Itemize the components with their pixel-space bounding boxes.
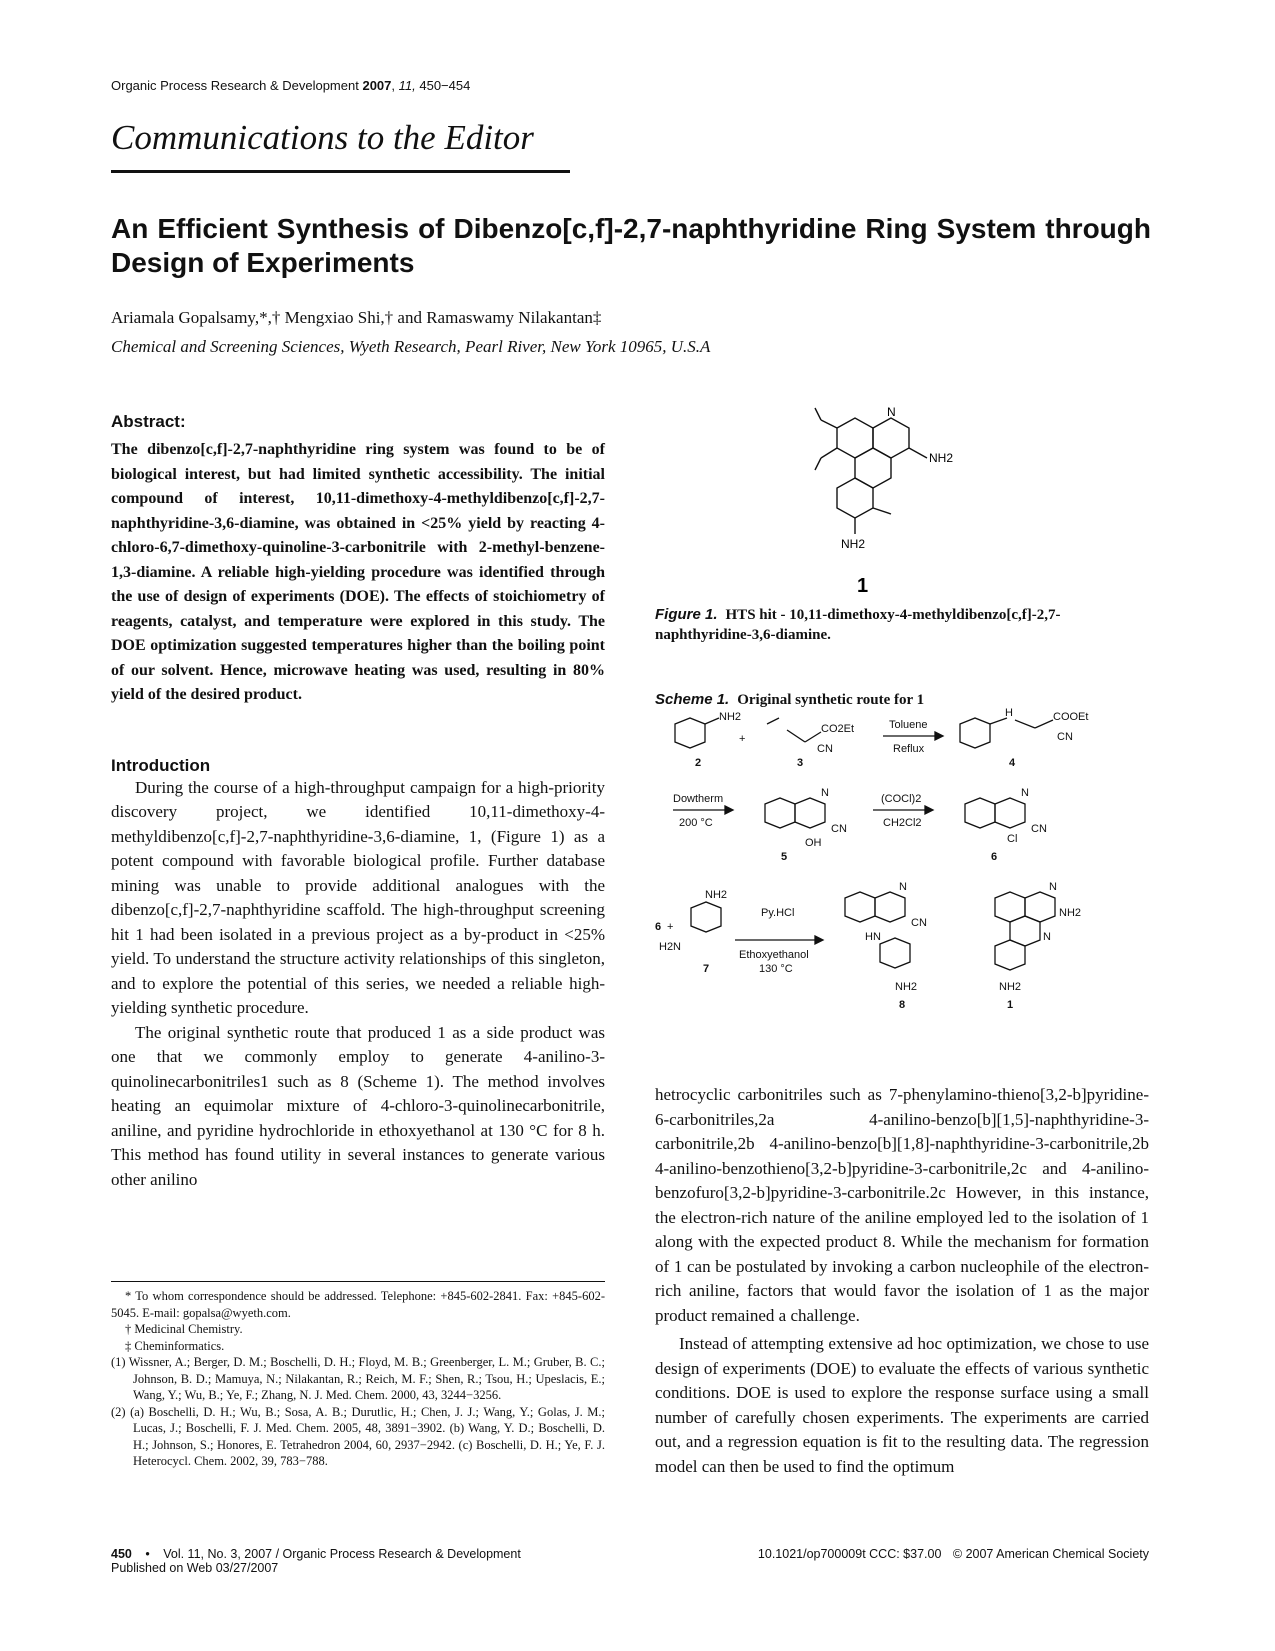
page-footer-right [758,1547,1149,1561]
intro-paragraph-1: During the course of a high-throughput campaign for a high-priority discovery project, we identified 10,11-dimethoxy-4-methyldibenzo[c,f]-2,7-naphthyridine-3,6-diamine, 1, (Figure 1) as a potent compound with favorable biological profile. Further database mining was unable to provide additional analogues with the dibenzo[c,f]-2,7-naphthyridine scaffold. The high-throughput screening hit 1 had been isolated in a previous project as a by-product in <25% yield. To understand the structure activity relationships of this singleton, and to explore the potential of this series, we needed a reliable high-yielding synthetic procedure. [111,777,605,1017]
svg-text:HN: HN [865,931,881,943]
svg-text:3: 3 [797,757,804,769]
introduction-heading: Introduction [111,755,211,775]
svg-text:+: + [739,733,746,745]
intro-paragraph-3: hetrocyclic carbonitriles such as 7-phenylamino-thieno[3,2-b]pyridine-6-carbonitriles,2a 4-anilino-benzo[b][1,5]-naphthyridine-3-carbonitrile,2b 4-anilino-benzo[b][1,8]-naphthyridine-3-carbonitrile,2b 4-anilino-benzothieno[3,2-b]pyridine-3-carbonitrile,2c and 4-anilino-benzofuro[3,2-b]pyridine-3-carbonitrile.2c However, in this instance, the electron-rich nature of the aniline employed led to the isolation of 1 along with the expected product 8. While the mechanism for formation of 1 can be postulated by invoking a carbon nucleophile of the electron-rich aniline, factors that would favor the isolation of 1 as the major product remained a challenge. [655,1085,1149,1325]
affiliation: Chemical and Screening Sciences, Wyeth Research, Pearl River, New York 10965, U.S.A [111,337,711,356]
reference-2[interactable]: (2) (a) Boschelli, D. H.; Wu, B.; Sosa, A. B.; Durutlic, H.; Chen, J. J.; Wang, Y.; Golas, J. M.; Lucas, J.; Boschelli, F. J. Med. Chem. 2005, 48, 3891−3902. (b) Wang, Y. D.; Boschelli, D. H.; Johnson, S.; Honores, E. Tetrahedron 2004, 60, 2937−2942. (c) Boschelli, D. H.; Ye, F. J. Heterocycl. Chem. 2002, 39, 783−788. [111,1404,605,1468]
svg-text:CN: CN [831,823,847,835]
svg-text:4: 4 [1009,757,1016,769]
svg-text:OH: OH [805,837,822,849]
svg-text:Cl: Cl [1007,833,1018,845]
svg-text:5: 5 [781,851,788,863]
issue-info: Vol. 11, No. 3, 2007 / Organic Process Research & Development [163,1547,521,1561]
figure-1-label: Figure 1. [655,606,718,623]
svg-text:6: 6 [991,851,998,863]
section-rule [111,170,570,173]
copyright: © 2007 American Chemical Society [952,1547,1149,1561]
abstract-text: The dibenzo[c,f]-2,7-naphthyridine ring system was found to be of biological interest, but had limited synthetic accessibility. The initial compound of interest, 10,11-dimethoxy-4-methyldibenzo[c,f]-2,7-naphthyridine-3,6-diamine, was obtained in <25% yield by reacting 4-chloro-6,7-dimethoxy-quinoline-3-carbonitrile with 2-methyl-benzene-1,3-diamine. A reliable high-yielding procedure was identified through the use of design of experiments (DOE). The effects of stoichiometry of reagents, catalyst, and temperature were explored in this study. The DOE optimization suggested temperatures higher than the boiling point of our solvent. Hence, microwave heating was used, resulting in 80% yield of the desired product. [111,441,605,703]
section-heading: Communications to the Editor [111,118,534,157]
step1-condition: Reflux [893,743,925,755]
svg-text:CN: CN [817,743,833,755]
right-column [655,1083,1149,1479]
svg-text:N: N [1049,881,1057,893]
ring-nitrogen-label: N [887,405,896,419]
figure-1 [655,400,1149,645]
intro-paragraph-4: Instead of attempting extensive ad hoc optimization, we chose to use design of experiments (DOE) to evaluate the effects of various synthetic conditions. DOE is used to explore the response surface using a small number of carefully chosen experiments. The experiments are carried out, and a regression equation is fit to the resulting data. The regression model can then be used to find the optimum [655,1334,1149,1476]
svg-text:NH2: NH2 [999,981,1022,993]
step4-condition-2: 130 °C [759,963,793,975]
article-title: An Efficient Synthesis of Dibenzo[c,f]-2,7-naphthyridine Ring System through Design of Experiments [111,213,1151,278]
svg-text:N: N [1021,787,1029,799]
amine-label-1: NH2 [929,451,954,465]
left-column [111,412,605,1192]
step4-reagent: Py.HCl [761,907,795,919]
svg-text:2: 2 [695,757,702,769]
svg-text:1: 1 [1007,999,1014,1011]
step2-condition: 200 °C [679,817,713,829]
svg-text:COOEt: COOEt [1053,711,1089,723]
footnotes [111,1281,605,1470]
footer-bullet: • [145,1547,150,1561]
svg-text:CO2Et: CO2Et [821,723,855,735]
footnote-correspondence: * To whom correspondence should be addressed. Telephone: +845-602-2841. Fax: +845-602-5045. E-mail: gopalsa@wyeth.com. [111,1289,605,1320]
page-footer-left [111,1547,521,1575]
svg-text:N: N [1043,931,1051,943]
svg-text:8: 8 [899,999,906,1011]
journal-year: 2007 [362,78,392,93]
svg-text:N: N [821,787,829,799]
abstract-heading: Abstract: [111,412,186,431]
journal-pages: 450−454 [419,78,471,93]
amine-label-2: NH2 [841,537,866,551]
journal-citation: Organic Process Research & Development 2007, 11, 450−454 [111,78,471,93]
scheme-1-caption: Scheme 1. Original synthetic route for 1 [655,691,925,708]
svg-text:NH2: NH2 [719,711,742,723]
step4-condition-1: Ethoxyethanol [739,949,809,961]
svg-text:7: 7 [703,963,710,975]
step1-reagent: Toluene [889,719,928,731]
doi[interactable]: 10.1021/op700009t CCC: $37.00 [757,1547,942,1561]
step2-reagent: Dowtherm [673,793,724,805]
svg-text:+: + [667,921,674,933]
footnote-double-dagger: ‡ Cheminformatics. [125,1338,225,1353]
svg-text:CN: CN [1057,731,1073,743]
journal-volume: 11, [398,78,416,93]
page-number: 450 [111,1547,132,1561]
step3-condition: CH2Cl2 [883,817,922,829]
compound-1-structure [655,400,1149,600]
svg-text:NH2: NH2 [1059,907,1082,919]
svg-text:NH2: NH2 [705,889,728,901]
published-date: Published on Web 03/27/2007 [111,1561,279,1575]
svg-text:CN: CN [911,917,927,929]
scheme-1-diagram [655,707,1149,1038]
author-list: Ariamala Gopalsamy,*,† Mengxiao Shi,† and Ramaswamy Nilakantan‡ [111,308,602,327]
scheme-1-label: Scheme 1. [655,691,730,708]
reference-1[interactable]: (1) Wissner, A.; Berger, D. M.; Boschelli, D. H.; Floyd, M. B.; Greenberger, L. M.; Gruber, B. C.; Johnson, B. D.; Mamuya, N.; Nilakantan, R.; Reich, M. F.; Shen, R.; Tsou, H.; Upeslacis, E.; Wang, Y.; Wu, B.; Ye, F.; Zhang, N. J. Med. Chem. 2000, 43, 3244−3256. [111,1355,605,1402]
svg-text:H2N: H2N [659,941,682,953]
svg-text:NH2: NH2 [895,981,918,993]
figure-1-caption: Figure 1. HTS hit - 10,11-dimethoxy-4-methyldibenzo[c,f]-2,7-naphthyridine-3,6-diamine. [655,606,1061,643]
intro-paragraph-2: The original synthetic route that produced 1 as a side product was one that we commonly employ to generate 4-anilino-3-quinolinecarbonitriles1 such as 8 (Scheme 1). The method involves heating an equimolar mixture of 4-chloro-3-quinolinecarbonitrile, aniline, and pyridine hydrochloride in ethoxyethanol at 130 °C for 8 h. This method has found utility in several instances to generate various other anilino [111,1022,605,1189]
svg-text:CN: CN [1031,823,1047,835]
svg-text:6: 6 [655,921,662,933]
step3-reagent: (COCl)2 [881,793,922,805]
journal-name: Organic Process Research & Development [111,78,359,93]
compound-number: 1 [857,575,869,597]
svg-text:N: N [899,881,907,893]
svg-text:H: H [1005,707,1013,719]
footnote-dagger: † Medicinal Chemistry. [125,1322,243,1336]
